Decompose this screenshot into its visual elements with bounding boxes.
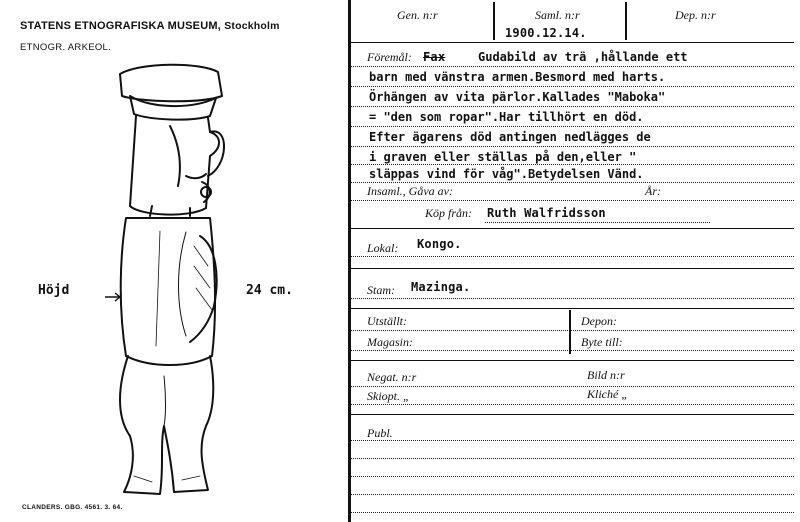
dep-label: Dep. n:r: [675, 8, 716, 22]
lokal-value: Kongo.: [417, 237, 462, 251]
magasin-label: Magasin:: [367, 335, 413, 349]
description-line: släppas vind för våg".Betydelsen Vänd.: [369, 167, 644, 181]
section-rule: [351, 228, 794, 229]
department-label: ETNOGR. ARKEOL.: [20, 42, 112, 53]
negat-label: Negat. n:r: [367, 370, 417, 384]
catalog-card: [345, 0, 800, 522]
foremal-struck: Fax: [423, 50, 446, 64]
description-line: Efter ägarens död antingen nedlägges de: [369, 130, 651, 144]
insaml-label: Insaml., Gåva av:: [367, 184, 453, 198]
statue-legs: [120, 356, 213, 494]
rule: [351, 182, 794, 183]
kliche-label: Kliché „: [587, 387, 628, 401]
saml-value: 1900.12.14.: [505, 26, 587, 40]
header-divider-1: [493, 2, 495, 40]
publ-label: Publ.: [367, 426, 393, 440]
rule: [351, 494, 794, 495]
museum-name: STATENS ETNOGRAFISKA MUSEUM,: [20, 20, 221, 32]
rule: [351, 330, 794, 331]
header-divider-2: [625, 2, 627, 40]
bild-label: Bild n:r: [587, 368, 625, 382]
rule: [351, 476, 794, 477]
card-margin-line: [348, 0, 351, 522]
utstallt-label: Utställt:: [367, 314, 408, 328]
rule: [351, 440, 794, 441]
description-line: i graven eller ställas på den,eller ": [369, 150, 637, 164]
rule: [351, 146, 794, 147]
section-rule: [351, 414, 794, 415]
description-line: = "den som ropar".Har tillhört en död.: [369, 110, 644, 124]
gen-label: Gen. n:r: [397, 8, 438, 22]
section-rule: [351, 268, 794, 269]
ar-label: År:: [645, 184, 661, 198]
drawing-panel: [0, 0, 340, 522]
rule: [351, 386, 794, 387]
rule: [485, 222, 710, 223]
museum-city: Stockholm: [224, 20, 280, 32]
foremal-label: Föremål:: [367, 50, 412, 64]
statue-cap: [120, 65, 222, 102]
description-line: Örhängen av vita pärlor.Kallades "Maboka": [369, 90, 666, 104]
museum-title: [20, 20, 280, 32]
rule: [351, 298, 794, 299]
rule: [351, 200, 794, 201]
height-value: 24 cm.: [246, 283, 293, 298]
storage-divider: [569, 310, 571, 354]
depon-label: Depon:: [581, 314, 617, 328]
skiopt-label: Skiopt. „: [367, 389, 410, 403]
saml-label: Saml. n:r: [535, 8, 580, 22]
section-rule: [351, 308, 794, 309]
stam-label: Stam:: [367, 283, 395, 297]
description-line: barn med vänstra armen.Besmord med harts.: [369, 70, 666, 84]
description-line: Gudabild av trä ,hållande ett: [478, 50, 688, 64]
arrow-right-icon: [104, 292, 122, 302]
statue-drawing: [90, 56, 270, 506]
rule: [351, 86, 794, 87]
kop-value: Ruth Walfridsson: [487, 206, 606, 220]
header-rule: [351, 42, 794, 43]
section-rule: [351, 360, 794, 361]
rule: [351, 458, 794, 459]
height-label: Höjd: [38, 283, 70, 298]
rule: [351, 404, 794, 405]
rule: [351, 256, 794, 257]
rule: [351, 350, 794, 351]
kop-label: Köp från:: [425, 206, 473, 220]
rule: [351, 66, 794, 67]
rule: [351, 126, 794, 127]
byte-label: Byte till:: [581, 335, 623, 349]
print-code: CLANDERS. GBG. 4561. 3. 64.: [22, 504, 123, 511]
rule: [351, 164, 794, 165]
stam-value: Mazinga.: [411, 280, 471, 294]
statue-torso: [121, 218, 215, 365]
rule: [351, 512, 794, 513]
lokal-label: Lokal:: [367, 241, 399, 255]
rule: [351, 106, 794, 107]
